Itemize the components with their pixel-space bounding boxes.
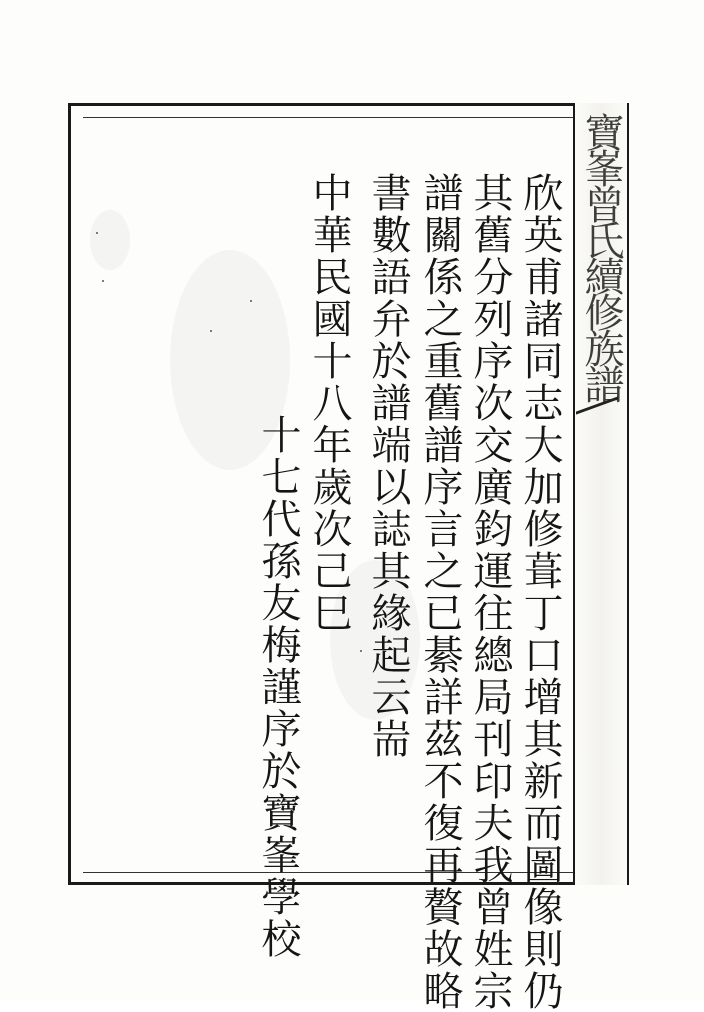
text-column-4: 書數語弁於譜端以誌其緣起云耑 bbox=[365, 172, 411, 760]
speck bbox=[210, 330, 212, 332]
speck bbox=[360, 650, 362, 652]
spine-title: 寶峯曾氏續修族譜 bbox=[578, 112, 624, 400]
speck bbox=[250, 300, 252, 302]
text-column-1: 欣英甫諸同志大加修葺丁口增其新而圖像則仍 bbox=[517, 172, 563, 1012]
signature-line: 十七代孫友梅謹序於寶峯學校 bbox=[255, 414, 301, 960]
date-line: 中華民國十八年歲次己巳 bbox=[306, 172, 352, 634]
text-column-3: 譜關係之重舊譜序言之已綦詳茲不復再贅故略 bbox=[417, 172, 463, 1012]
speck bbox=[102, 280, 104, 282]
speck bbox=[96, 232, 98, 234]
text-column-2: 其舊分列序次交廣鈞運往總局刊印夫我曾姓宗 bbox=[467, 172, 513, 1012]
